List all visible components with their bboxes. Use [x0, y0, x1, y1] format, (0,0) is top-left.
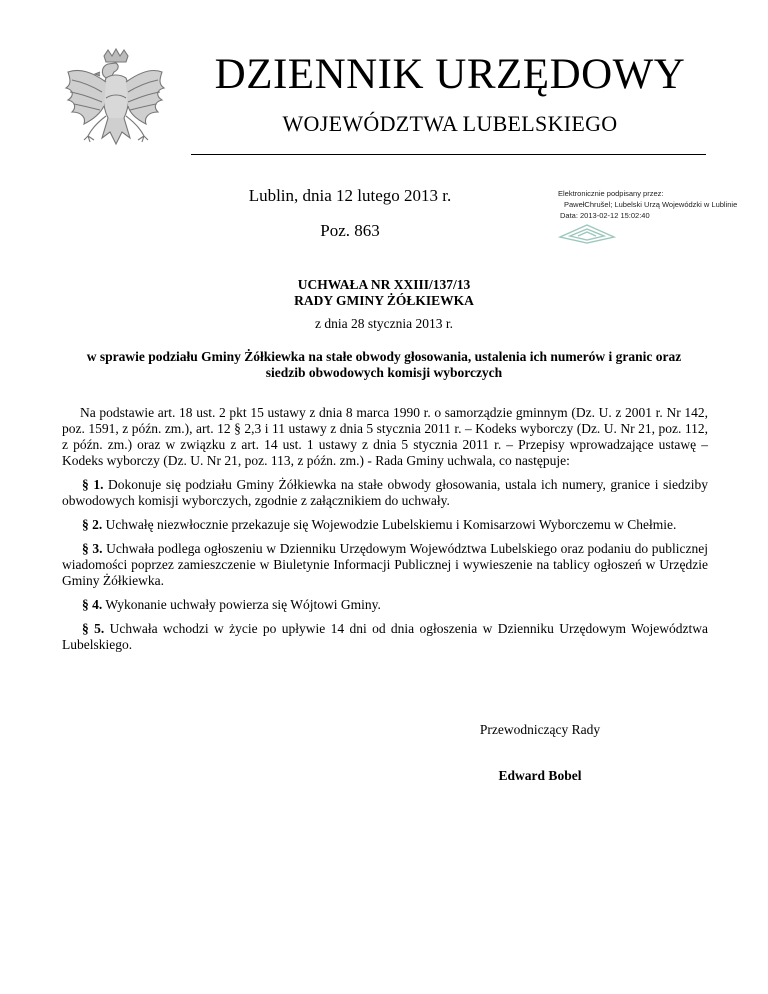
publication-date: Lublin, dnia 12 lutego 2013 r.	[248, 186, 452, 205]
paragraph-text: Uchwała podlega ogłoszeniu w Dzienniku Urzędowym Województwa Lubelskiego oraz podaniu do publicznej wiadomości poprzez zamieszczenie w Biuletynie Informacji Publicznej i wywieszenie na tablicy ogłoszeń w Urzędzie Gminy Żółkiewka.	[62, 541, 709, 588]
paragraph-text: Wykonanie uchwały powierza się Wójtowi Gminy.	[102, 597, 381, 612]
paragraph-number: § 3.	[82, 541, 103, 556]
resolution-date: z dnia 28 stycznia 2013 r.	[315, 316, 453, 331]
paragraph-number: § 5.	[82, 621, 105, 636]
signature-date: Data: 2013-02-12 15:02:40	[560, 211, 650, 220]
paragraph-number: § 2.	[82, 517, 103, 532]
preamble: Na podstawie art. 18 ust. 2 pkt 15 ustawy z dnia 8 marca 1990 r. o samorządzie gminnym (Dz. U. z 2001 r. Nr 142, poz. 1591, z późn. zm.), art. 12 § 2,3 i 11 ustawy z dnia 5 stycznia 2011 r. – Kodeks wyborczy (Dz. U. Nr 21, poz. 112, z późn. zm.) oraz w związku z art. 14 ust. 1 ustawy z dnia 5 stycznia 2011 r. – Przepisy wprowadzające ustawę – Kodeks wyborczy (Dz. U. Nr 21, poz. 113, z późn. zm.) - Rada Gminy uchwala, co następuje:	[62, 405, 708, 468]
resolution-subject	[60, 349, 708, 381]
signature-caption: Elektronicznie podpisany przez:	[558, 189, 664, 198]
paragraph-number: § 4.	[82, 597, 103, 612]
journal-title: DZIENNIK URZĘDOWY	[214, 51, 686, 98]
paragraph-1	[62, 477, 708, 509]
paragraph-text: Uchwała wchodzi w życie po upływie 14 dni od dnia ogłoszenia w Dzienniku Urzędowym Województwa Lubelskiego.	[62, 621, 709, 652]
paragraph-2	[62, 517, 708, 533]
paragraph-5	[62, 621, 708, 653]
resolution-body: RADY GMINY ŻÓŁKIEWKA	[294, 293, 474, 308]
paragraph-3	[62, 541, 708, 589]
signatory-block	[440, 722, 640, 784]
header-divider	[191, 154, 706, 155]
signature-seal-icon	[556, 222, 618, 244]
publication-position: Poz. 863	[320, 221, 380, 240]
resolution-text	[62, 405, 708, 661]
signatory-name: Edward Bobel	[498, 768, 582, 783]
subject-line-1: w sprawie podziału Gminy Żółkiewka na stałe obwody głosowania, ustalenia ich numerów i granic oraz	[86, 349, 682, 364]
polish-eagle-emblem-icon	[62, 48, 166, 158]
paragraph-text: Uchwałę niezwłocznie przekazuje się Wojewodzie Lubelskiemu i Komisarzowi Wyborczemu w Chełmie.	[102, 517, 677, 532]
electronic-signature-block	[558, 188, 758, 221]
subject-line-2: siedzib obwodowych komisji wyborczych	[265, 365, 503, 380]
resolution-number: UCHWAŁA NR XXIII/137/13	[297, 277, 471, 292]
signatory-role: Przewodniczący Rady	[479, 722, 601, 737]
paragraph-number: § 1.	[82, 477, 104, 492]
resolution-heading	[60, 277, 708, 309]
signature-signer: PawełChrušel; Lubelski Urzą Wojewódzki w Lublinie	[564, 200, 738, 209]
journal-subtitle: WOJEWÓDZTWA LUBELSKIEGO	[282, 111, 618, 136]
paragraph-text: Dokonuje się podziału Gminy Żółkiewka na stałe obwody głosowania, ustala ich numery, granice i siedziby obwodowych komisji wyborczych, zgodnie z załącznikiem do uchwały.	[62, 477, 709, 508]
paragraph-4	[62, 597, 708, 613]
